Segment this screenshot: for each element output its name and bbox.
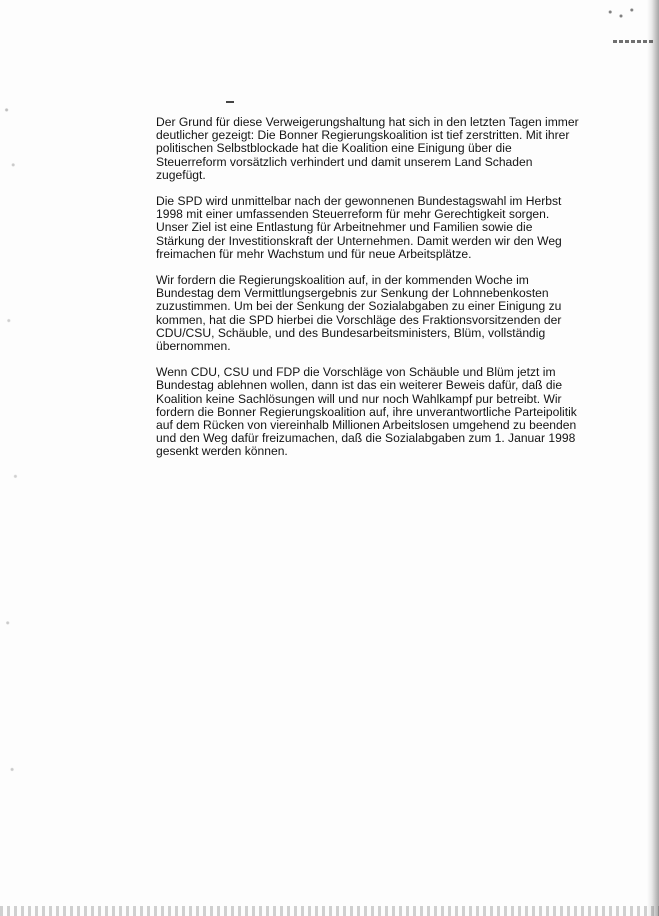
text-line: übernommen. — [156, 339, 231, 354]
paragraph-1 — [156, 116, 586, 182]
scan-edge-left — [0, 0, 22, 916]
document-body — [156, 116, 586, 472]
text-line: deutlicher gezeigt: Die Bonner Regierungskoalition ist tief zerstritten. Mit ihrer — [156, 128, 570, 143]
paragraph-3 — [156, 274, 586, 353]
text-line: Koalition keine Sachlösungen will und nur noch Wahlkampf pur betreibt. Wir — [156, 391, 562, 406]
text-line: 1998 mit einer umfassenden Steuerreform für mehr Gerechtigkeit sorgen. — [156, 207, 550, 222]
text-line: zugefügt. — [156, 167, 206, 182]
scan-edge-right — [647, 0, 659, 916]
text-line: Wir fordern die Regierungskoalition auf, in der kommenden Woche im — [156, 273, 529, 288]
text-line: fordern die Bonner Regierungskoalition auf, ihre unverantwortliche Parteipolitik — [156, 404, 577, 419]
scan-speck — [226, 101, 234, 103]
text-line: gesenkt werden können. — [156, 444, 288, 459]
text-line: Wenn CDU, CSU und FDP die Vorschläge von Schäuble und Blüm jetzt im — [156, 365, 556, 380]
text-line: Unser Ziel ist eine Entlastung für Arbeitnehmer und Familien sowie die — [156, 220, 533, 235]
text-line: und den Weg dafür freizumachen, daß die Sozialabgaben zum 1. Januar 1998 — [156, 431, 576, 446]
text-line: Bundestag ablehnen wollen, dann ist das ein weiterer Beweis dafür, daß die — [156, 378, 563, 393]
text-line: Steuerreform vorsätzlich verhindert und damit unserem Land Schaden — [156, 154, 533, 169]
scan-corner-mark — [613, 40, 653, 43]
text-line: politischen Selbstblockade hat die Koalition eine Einigung über die — [156, 141, 512, 156]
text-line: auf dem Rücken von viereinhalb Millionen Arbeitslosen umgehend zu beenden — [156, 418, 577, 433]
text-line: Stärkung der Investitionskraft der Unternehmen. Damit werden wir den Weg — [156, 233, 562, 248]
text-line: Bundestag dem Vermittlungsergebnis zur Senkung der Lohnnebenkosten — [156, 286, 549, 301]
scan-corner-specks — [603, 4, 639, 24]
text-line: freimachen für mehr Wachstum und für neue Arbeitsplätze. — [156, 246, 472, 261]
scan-bottom-edge — [0, 906, 659, 916]
paragraph-4 — [156, 366, 586, 458]
text-line: Der Grund für diese Verweigerungshaltung hat sich in den letzten Tagen immer — [156, 115, 579, 129]
paragraph-2 — [156, 195, 586, 261]
text-line: zuzustimmen. Um bei der Senkung der Sozialabgaben zu einer Einigung zu — [156, 299, 562, 314]
text-line: CDU/CSU, Schäuble, und des Bundesarbeitsministers, Blüm, vollständig — [156, 325, 546, 340]
text-line: Die SPD wird unmittelbar nach der gewonnenen Bundestagswahl im Herbst — [156, 194, 562, 209]
text-line: kommen, hat die SPD hierbei die Vorschläge des Fraktionsvorsitzenden der — [156, 312, 562, 327]
